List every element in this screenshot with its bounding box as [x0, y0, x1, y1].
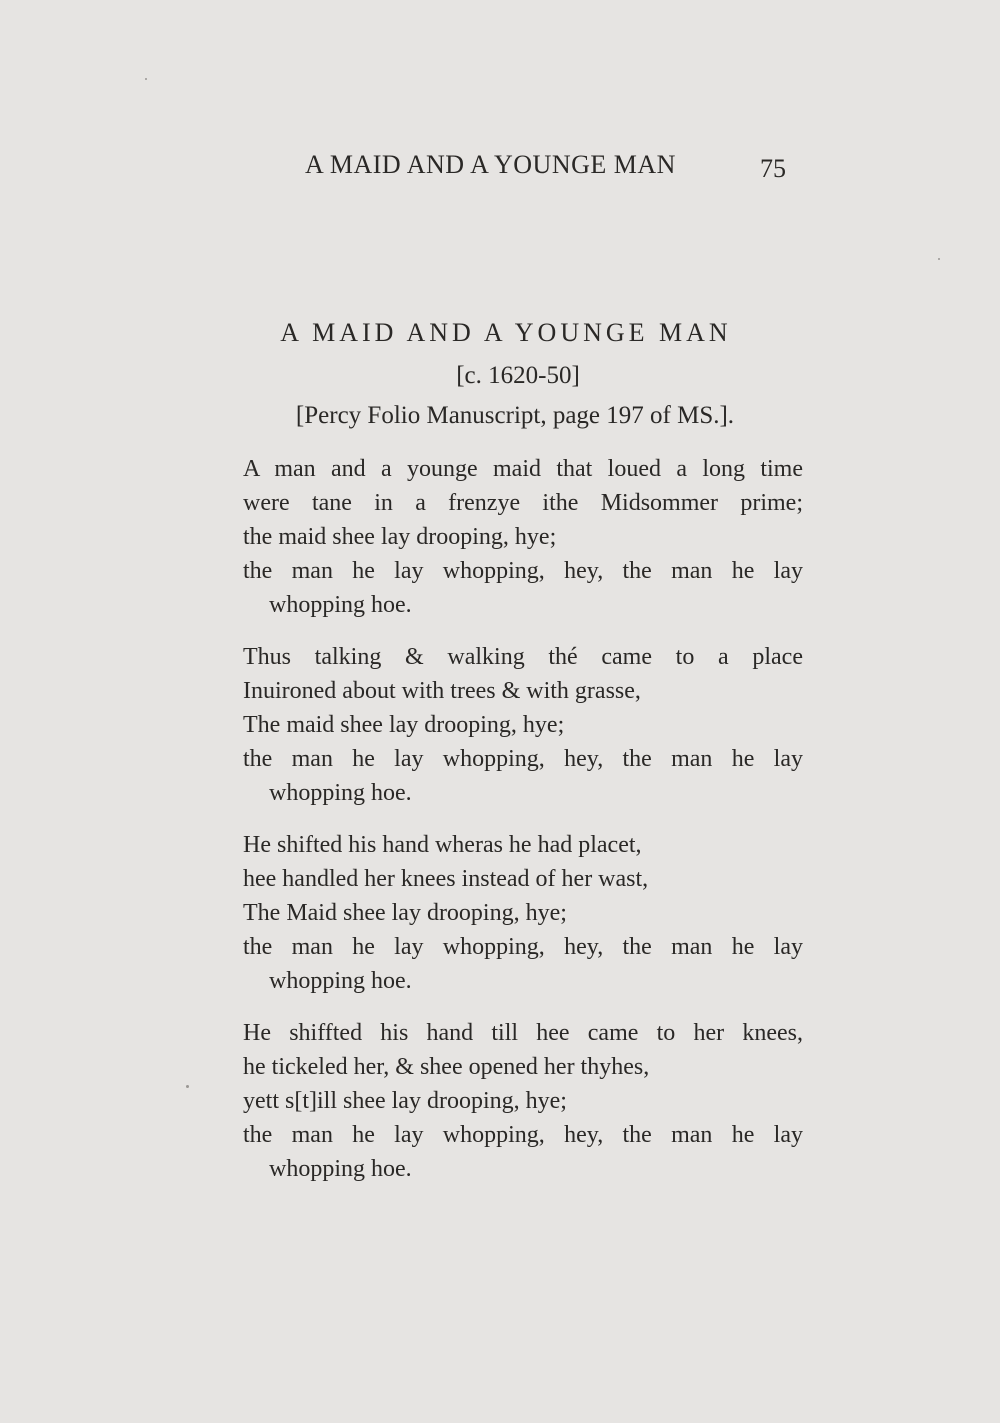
verse-line: he tickeled her, & shee opened her thyhes,	[243, 1054, 650, 1080]
poem-source: [Percy Folio Manuscript, page 197 of MS.].	[295, 402, 735, 429]
running-head-title: A MAID AND A YOUNGE MAN	[305, 150, 676, 179]
paper-speck	[145, 78, 147, 80]
poem-body	[243, 452, 803, 1204]
paper-speck	[186, 1085, 189, 1088]
stanza-3	[243, 828, 803, 998]
verse-line: Inuironed about with trees & with grasse,	[243, 678, 641, 704]
verse-line: Thus talking & walking thé came to a place	[243, 644, 803, 670]
poem-title: A MAID AND A YOUNGE MAN	[280, 318, 732, 347]
page-number: 75	[760, 154, 786, 183]
stanza-4	[243, 1016, 803, 1186]
verse-line: were tane in a frenzye ithe Midsommer prime;	[243, 490, 803, 516]
verse-line: hee handled her knees instead of her wast,	[243, 866, 649, 892]
verse-line-continuation: whopping hoe.	[269, 592, 412, 618]
verse-line: He shifted his hand wheras he had placet,	[243, 832, 642, 858]
verse-line: yett s[t]ill shee lay drooping, hye;	[243, 1088, 567, 1114]
verse-line: The maid shee lay drooping, hye;	[243, 712, 565, 738]
stanza-1	[243, 452, 803, 622]
verse-line: the maid shee lay drooping, hye;	[243, 524, 557, 550]
verse-line-continuation: whopping hoe.	[269, 968, 412, 994]
verse-line: A man and a younge maid that loued a long time	[243, 456, 803, 482]
verse-line-continuation: whopping hoe.	[269, 1156, 412, 1182]
verse-line: He shiffted his hand till hee came to her knees,	[243, 1020, 803, 1046]
verse-line: the man he lay whopping, hey, the man he lay	[243, 934, 803, 960]
stanza-2	[243, 640, 803, 810]
verse-line: the man he lay whopping, hey, the man he lay	[243, 746, 803, 772]
verse-line: The Maid shee lay drooping, hye;	[243, 900, 567, 926]
verse-line: the man he lay whopping, hey, the man he lay	[243, 558, 803, 584]
poem-date: [c. 1620-50]	[456, 362, 580, 389]
verse-line: the man he lay whopping, hey, the man he lay	[243, 1122, 803, 1148]
verse-line-continuation: whopping hoe.	[269, 780, 412, 806]
paper-speck	[938, 258, 940, 260]
